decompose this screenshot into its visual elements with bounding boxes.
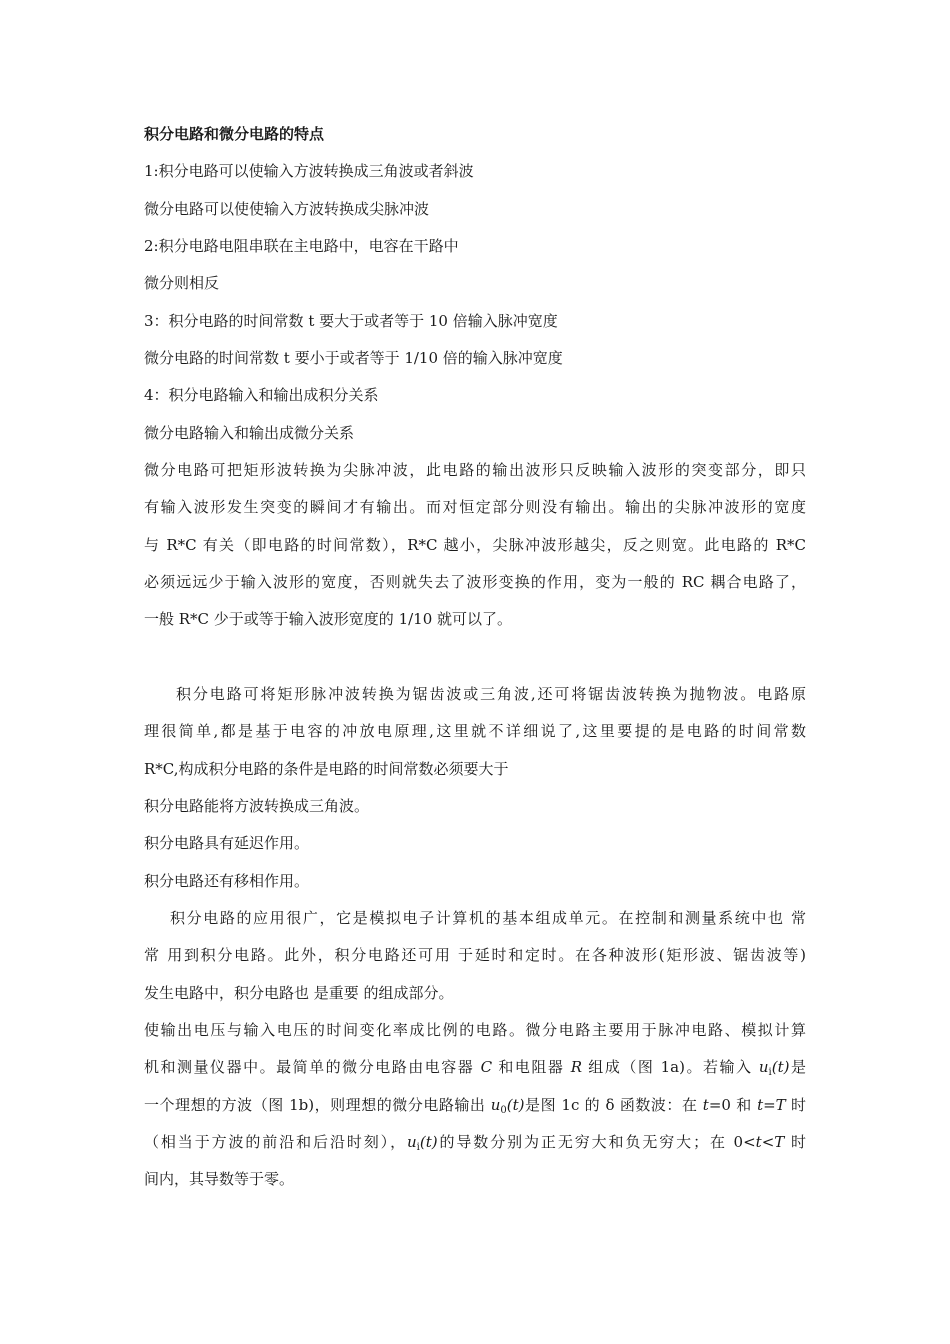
def-text: 一个理想的方波（图 1b)，则理想的微分电路输出 bbox=[144, 1096, 491, 1114]
app-paragraph-line-2: 常 用到积分电路。此外，积分电路还可用 于延时和定时。在各种波形(矩形波、锯齿波等) bbox=[144, 946, 806, 964]
int-paragraph-line-2: 理很简单,都是基于电容的冲放电原理,这里就不详细说了,这里要提的是电路的时间常数 bbox=[144, 722, 806, 740]
int-item-2: 积分电路具有延迟作用。 bbox=[144, 834, 310, 852]
diff-paragraph-line-3: 与 R*C 有关（即电路的时间常数），R*C 越小，尖脉冲波形越尖，反之则宽。此电路的 R*C bbox=[144, 536, 806, 554]
diff-paragraph-line-5: 一般 R*C 少于或等于输入波形宽度的 1/10 就可以了。 bbox=[144, 610, 513, 628]
diff-paragraph-line-4: 必须远远少于输入波形的宽度，否则就失去了波形变换的作用，变为一般的 RC 耦合电路了， bbox=[144, 573, 806, 591]
symbol-period: T bbox=[774, 1133, 785, 1151]
def-text: 时 bbox=[785, 1096, 806, 1114]
def-paragraph-line-5: 间内，其导数等于零。 bbox=[144, 1170, 295, 1188]
symbol-t: t bbox=[755, 1133, 762, 1151]
def-text: （相当于方波的前沿和后沿时刻）， bbox=[144, 1133, 407, 1151]
def-text: 是 bbox=[789, 1058, 806, 1076]
symbol-u: u bbox=[490, 1096, 501, 1114]
subscript-i: i bbox=[416, 1142, 420, 1153]
feature-item-2: 2:积分电路电阻串联在主电路中，电容在干路中 bbox=[144, 237, 459, 255]
app-paragraph-line-3: 发生电路中，积分电路也 是重要 的组成部分。 bbox=[144, 984, 454, 1002]
feature-item-3b: 微分电路的时间常数 t 要小于或者等于 1/10 倍的输入脉冲宽度 bbox=[144, 349, 563, 367]
int-item-1: 积分电路能将方波转换成三角波。 bbox=[144, 797, 370, 815]
app-paragraph-line-1: 积分电路的应用很广，它是模拟电子计算机的基本组成单元。在控制和测量系统中也 常 bbox=[170, 909, 806, 927]
def-paragraph-line-2 bbox=[144, 1057, 806, 1077]
int-paragraph-line-1: 积分电路可将矩形脉冲波转换为锯齿波或三角波,还可将锯齿波转换为抛物波。电路原 bbox=[176, 685, 806, 703]
symbol-t: (t) bbox=[419, 1133, 438, 1151]
symbol-u: u bbox=[406, 1133, 417, 1151]
def-paragraph-line-1: 使输出电压与输入电压的时间变化率成比例的电路。微分电路主要用于脉冲电路、模拟计算 bbox=[144, 1021, 806, 1039]
feature-item-4: 4：积分电路输入和输出成积分关系 bbox=[144, 386, 379, 404]
symbol-capacitor: C bbox=[480, 1058, 493, 1076]
def-paragraph-line-4 bbox=[144, 1132, 806, 1152]
symbol-u: u bbox=[758, 1058, 769, 1076]
symbol-t: (t) bbox=[771, 1058, 790, 1076]
def-text: 是图 1c 的 δ 函数波：在 bbox=[524, 1096, 703, 1114]
subscript-i: i bbox=[768, 1067, 772, 1078]
diff-paragraph-line-1: 微分电路可把矩形波转换为尖脉冲波，此电路的输出波形只反映输入波形的突变部分，即只 bbox=[144, 461, 806, 479]
def-text: 和电阻器 bbox=[492, 1058, 571, 1076]
document-title: 积分电路和微分电路的特点 bbox=[144, 125, 325, 143]
def-paragraph-line-3 bbox=[144, 1095, 806, 1115]
feature-item-3: 3：积分电路的时间常数 t 要大于或者等于 10 倍输入脉冲宽度 bbox=[144, 312, 558, 330]
symbol-t: t bbox=[757, 1096, 764, 1114]
symbol-t: t bbox=[702, 1096, 709, 1114]
def-text: < bbox=[761, 1133, 775, 1151]
int-paragraph-line-3: R*C,构成积分电路的条件是电路的时间常数必须要大于 bbox=[144, 760, 509, 778]
def-text: =0 和 bbox=[708, 1096, 758, 1114]
feature-item-1: 1:积分电路可以使输入方波转换成三角波或者斜波 bbox=[144, 162, 474, 180]
feature-item-1b: 微分电路可以使使输入方波转换成尖脉冲波 bbox=[144, 200, 430, 218]
diff-paragraph-line-2: 有输入波形发生突变的瞬间才有输出。而对恒定部分则没有输出。输出的尖脉冲波形的宽度 bbox=[144, 498, 806, 516]
feature-item-4b: 微分电路输入和输出成微分关系 bbox=[144, 424, 355, 442]
symbol-period: T bbox=[775, 1096, 786, 1114]
def-text: 的导数分别为正无穷大和负无穷大；在 0< bbox=[437, 1133, 756, 1151]
def-text: 组成（图 1a)。若输入 bbox=[582, 1058, 759, 1076]
def-text: 时 bbox=[784, 1133, 806, 1151]
subscript-o: 0 bbox=[500, 1105, 507, 1116]
symbol-t: (t) bbox=[506, 1096, 525, 1114]
feature-item-2b: 微分则相反 bbox=[144, 274, 220, 292]
int-item-3: 积分电路还有移相作用。 bbox=[144, 872, 310, 890]
def-text: = bbox=[763, 1096, 776, 1114]
def-text: 机和测量仪器中。最简单的微分电路由电容器 bbox=[144, 1058, 481, 1076]
symbol-resistor: R bbox=[570, 1058, 583, 1076]
